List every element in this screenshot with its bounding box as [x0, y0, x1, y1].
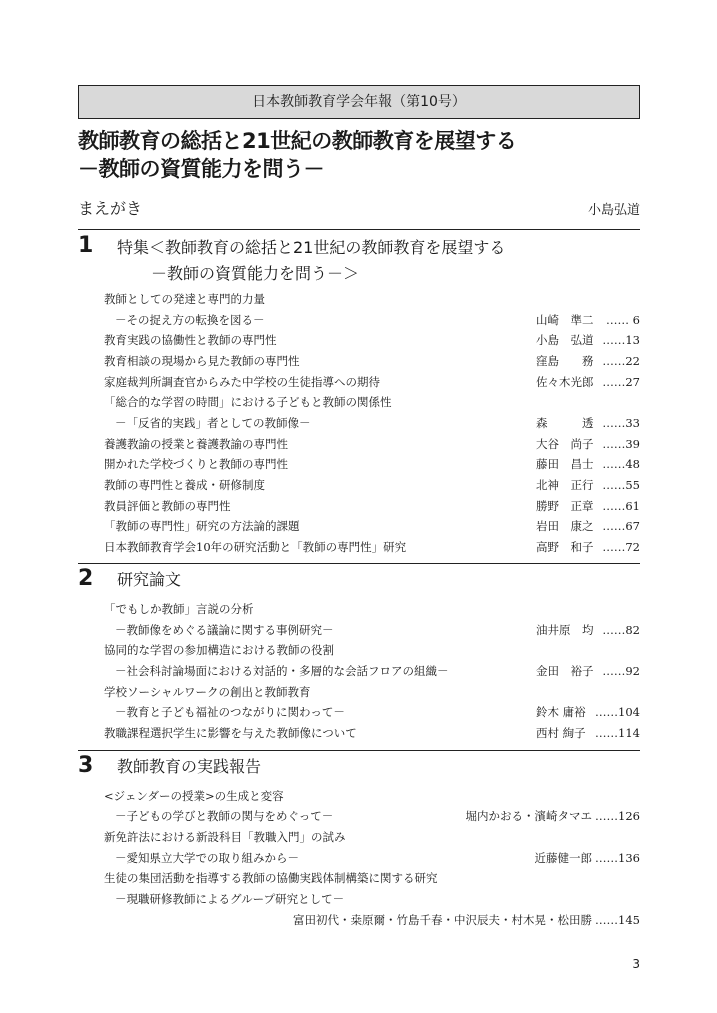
toc-entry[interactable] — [104, 496, 640, 516]
entry-author: 岩田 康之 — [536, 519, 594, 533]
entry-page: ……27 — [602, 375, 640, 389]
toc-entry[interactable] — [104, 413, 640, 433]
entry-title: 教師としての発達と専門的力量 — [104, 292, 265, 306]
entry-title: －子どもの学びと教師の関与をめぐって－ — [115, 809, 334, 823]
entry-title: 教職課程選択学生に影響を与えた教師像について — [104, 726, 357, 740]
toc-entry[interactable] — [104, 537, 640, 557]
entry-author: 富田初代・桒原爾・竹島千春・中沢辰夫・村木晃・松田勝 — [293, 913, 592, 927]
entry-page: ……104 — [595, 705, 640, 719]
entry-author: 大谷 尚子 — [536, 437, 594, 451]
entry-title: 開かれた学校づくりと教師の専門性 — [104, 457, 288, 471]
entry-title: 「総合的な学習の時間」における子どもと教師の関係性 — [104, 395, 392, 409]
preface-label: まえがき — [78, 199, 143, 218]
toc-entry[interactable] — [104, 289, 640, 309]
section-number: 1 — [78, 233, 94, 258]
entry-title: －教師像をめぐる議論に関する事例研究－ — [115, 623, 334, 637]
entry-title: －その捉え方の転換を図る－ — [115, 313, 265, 327]
entry-author: 北神 正行 — [536, 478, 594, 492]
toc-entry[interactable] — [104, 786, 640, 806]
entry-title: 新免許法における新設科目「教職入門」の試み — [104, 830, 346, 844]
toc-entry[interactable] — [104, 516, 640, 536]
entry-author: 森 透 — [536, 416, 594, 430]
entry-author: 高野 和子 — [536, 540, 594, 554]
toc-entry[interactable] — [104, 454, 640, 474]
toc-entry[interactable] — [104, 392, 640, 412]
toc-entry[interactable] — [104, 702, 640, 722]
toc-entry[interactable] — [104, 910, 640, 930]
entry-title: －愛知県立大学での取り組みから－ — [115, 851, 299, 865]
toc-entry[interactable] — [104, 868, 640, 888]
entry-title: 生徒の集団活動を指導する教師の協働実践体制構築に関する研究 — [104, 871, 438, 885]
toc-entry[interactable] — [104, 640, 640, 660]
section-title: 研究論文 — [117, 570, 182, 589]
main-title — [78, 127, 516, 183]
entry-author: 鈴木 庸裕 — [536, 705, 586, 719]
entry-title: 「教師の専門性」研究の方法論的課題 — [104, 519, 300, 533]
entry-author: 金田 裕子 — [536, 664, 594, 678]
journal-header: 日本教師教育学会年報（第10号） — [78, 85, 640, 119]
entry-page: ……55 — [602, 478, 640, 492]
toc-entry[interactable] — [104, 620, 640, 640]
entry-author: 油井原 均 — [536, 623, 594, 637]
entry-page: ……22 — [602, 354, 640, 368]
section-divider — [78, 563, 640, 564]
section-number: 2 — [78, 566, 94, 591]
entry-page: ……92 — [602, 664, 640, 678]
toc-entry[interactable] — [104, 723, 640, 743]
entry-page: ……67 — [602, 519, 640, 533]
entry-author: 堀内かおる・濱崎タマエ — [465, 809, 592, 823]
toc-entry[interactable] — [104, 351, 640, 371]
entry-page: ……82 — [602, 623, 640, 637]
entry-title: －「反省的実践」者としての教師像－ — [115, 416, 311, 430]
toc-entry[interactable] — [104, 889, 640, 909]
entry-author: 近藤健一郎 — [534, 851, 592, 865]
toc-entry[interactable] — [104, 434, 640, 454]
entry-author: 窪島 務 — [536, 354, 594, 368]
entry-title: 学校ソーシャルワークの創出と教師教育 — [104, 685, 311, 699]
section-number: 3 — [78, 753, 94, 778]
page-number: 3 — [632, 957, 640, 971]
section-title-line1: 特集＜教師教育の総括と21世紀の教師教育を展望する — [117, 238, 506, 257]
toc-entry[interactable] — [104, 682, 640, 702]
toc-entry[interactable] — [104, 848, 640, 868]
toc-entry[interactable] — [104, 372, 640, 392]
section-divider — [78, 229, 640, 230]
entry-author: 西村 絢子 — [536, 726, 586, 740]
entry-title: 「でもしか教師」言説の分析 — [104, 602, 254, 616]
entry-author: 藤田 昌士 — [536, 457, 594, 471]
entry-author: 佐々木光郎 — [536, 375, 594, 389]
toc-entry[interactable] — [104, 475, 640, 495]
section-title: 教師教育の実践報告 — [117, 757, 262, 776]
preface-author: 小島弘道 — [587, 203, 640, 218]
entry-title: 家庭裁判所調査官からみた中学校の生徒指導への期待 — [104, 375, 380, 389]
entry-page: ……145 — [595, 913, 640, 927]
entry-title: 日本教師教育学会10年の研究活動と「教師の専門性」研究 — [104, 540, 407, 554]
entry-page: ……48 — [602, 457, 640, 471]
entry-author: 小島 弘道 — [536, 333, 594, 347]
entry-author: 山崎 準二 — [536, 313, 594, 327]
entry-title: －現職研修教師によるグループ研究として－ — [115, 892, 345, 906]
entry-title: 教育相談の現場から見た教師の専門性 — [104, 354, 300, 368]
entry-page: ……114 — [595, 726, 640, 740]
entry-title: 教員評価と教師の専門性 — [104, 499, 231, 513]
entry-page: ……13 — [602, 333, 640, 347]
entry-title: 教育実践の協働性と教師の専門性 — [104, 333, 277, 347]
toc-entry[interactable] — [104, 827, 640, 847]
entry-page: ……126 — [595, 809, 640, 823]
entry-title: －社会科討論場面における対話的・多層的な会話フロアの組織－ — [115, 664, 449, 678]
entry-page: ……72 — [602, 540, 640, 554]
toc-entry[interactable] — [104, 661, 640, 681]
entry-title: 養護教諭の授業と養護教諭の専門性 — [104, 437, 288, 451]
entry-page: …… 6 — [606, 313, 640, 327]
entry-page: ……136 — [595, 851, 640, 865]
entry-title: <ジェンダーの授業>の生成と変容 — [104, 789, 284, 803]
section-title-line2: －教師の資質能力を問う－＞ — [151, 264, 360, 283]
entry-title: －教育と子ども福祉のつながりに関わって－ — [115, 705, 345, 719]
section-title — [117, 235, 505, 287]
toc-entry[interactable] — [104, 599, 640, 619]
section-divider — [78, 750, 640, 751]
main-title-line1: 教師教育の総括と21世紀の教師教育を展望する — [78, 129, 517, 153]
toc-entry[interactable] — [104, 310, 640, 330]
entry-author: 勝野 正章 — [536, 499, 594, 513]
toc-entry[interactable] — [104, 806, 640, 826]
entry-title: 協同的な学習の参加構造における教師の役割 — [104, 643, 334, 657]
toc-entry[interactable] — [104, 330, 640, 350]
entry-page: ……33 — [602, 416, 640, 430]
entry-title: 教師の専門性と養成・研修制度 — [104, 478, 265, 492]
main-title-line2: －教師の資質能力を問う－ — [78, 157, 324, 181]
entry-page: ……61 — [602, 499, 640, 513]
entry-page: ……39 — [602, 437, 640, 451]
